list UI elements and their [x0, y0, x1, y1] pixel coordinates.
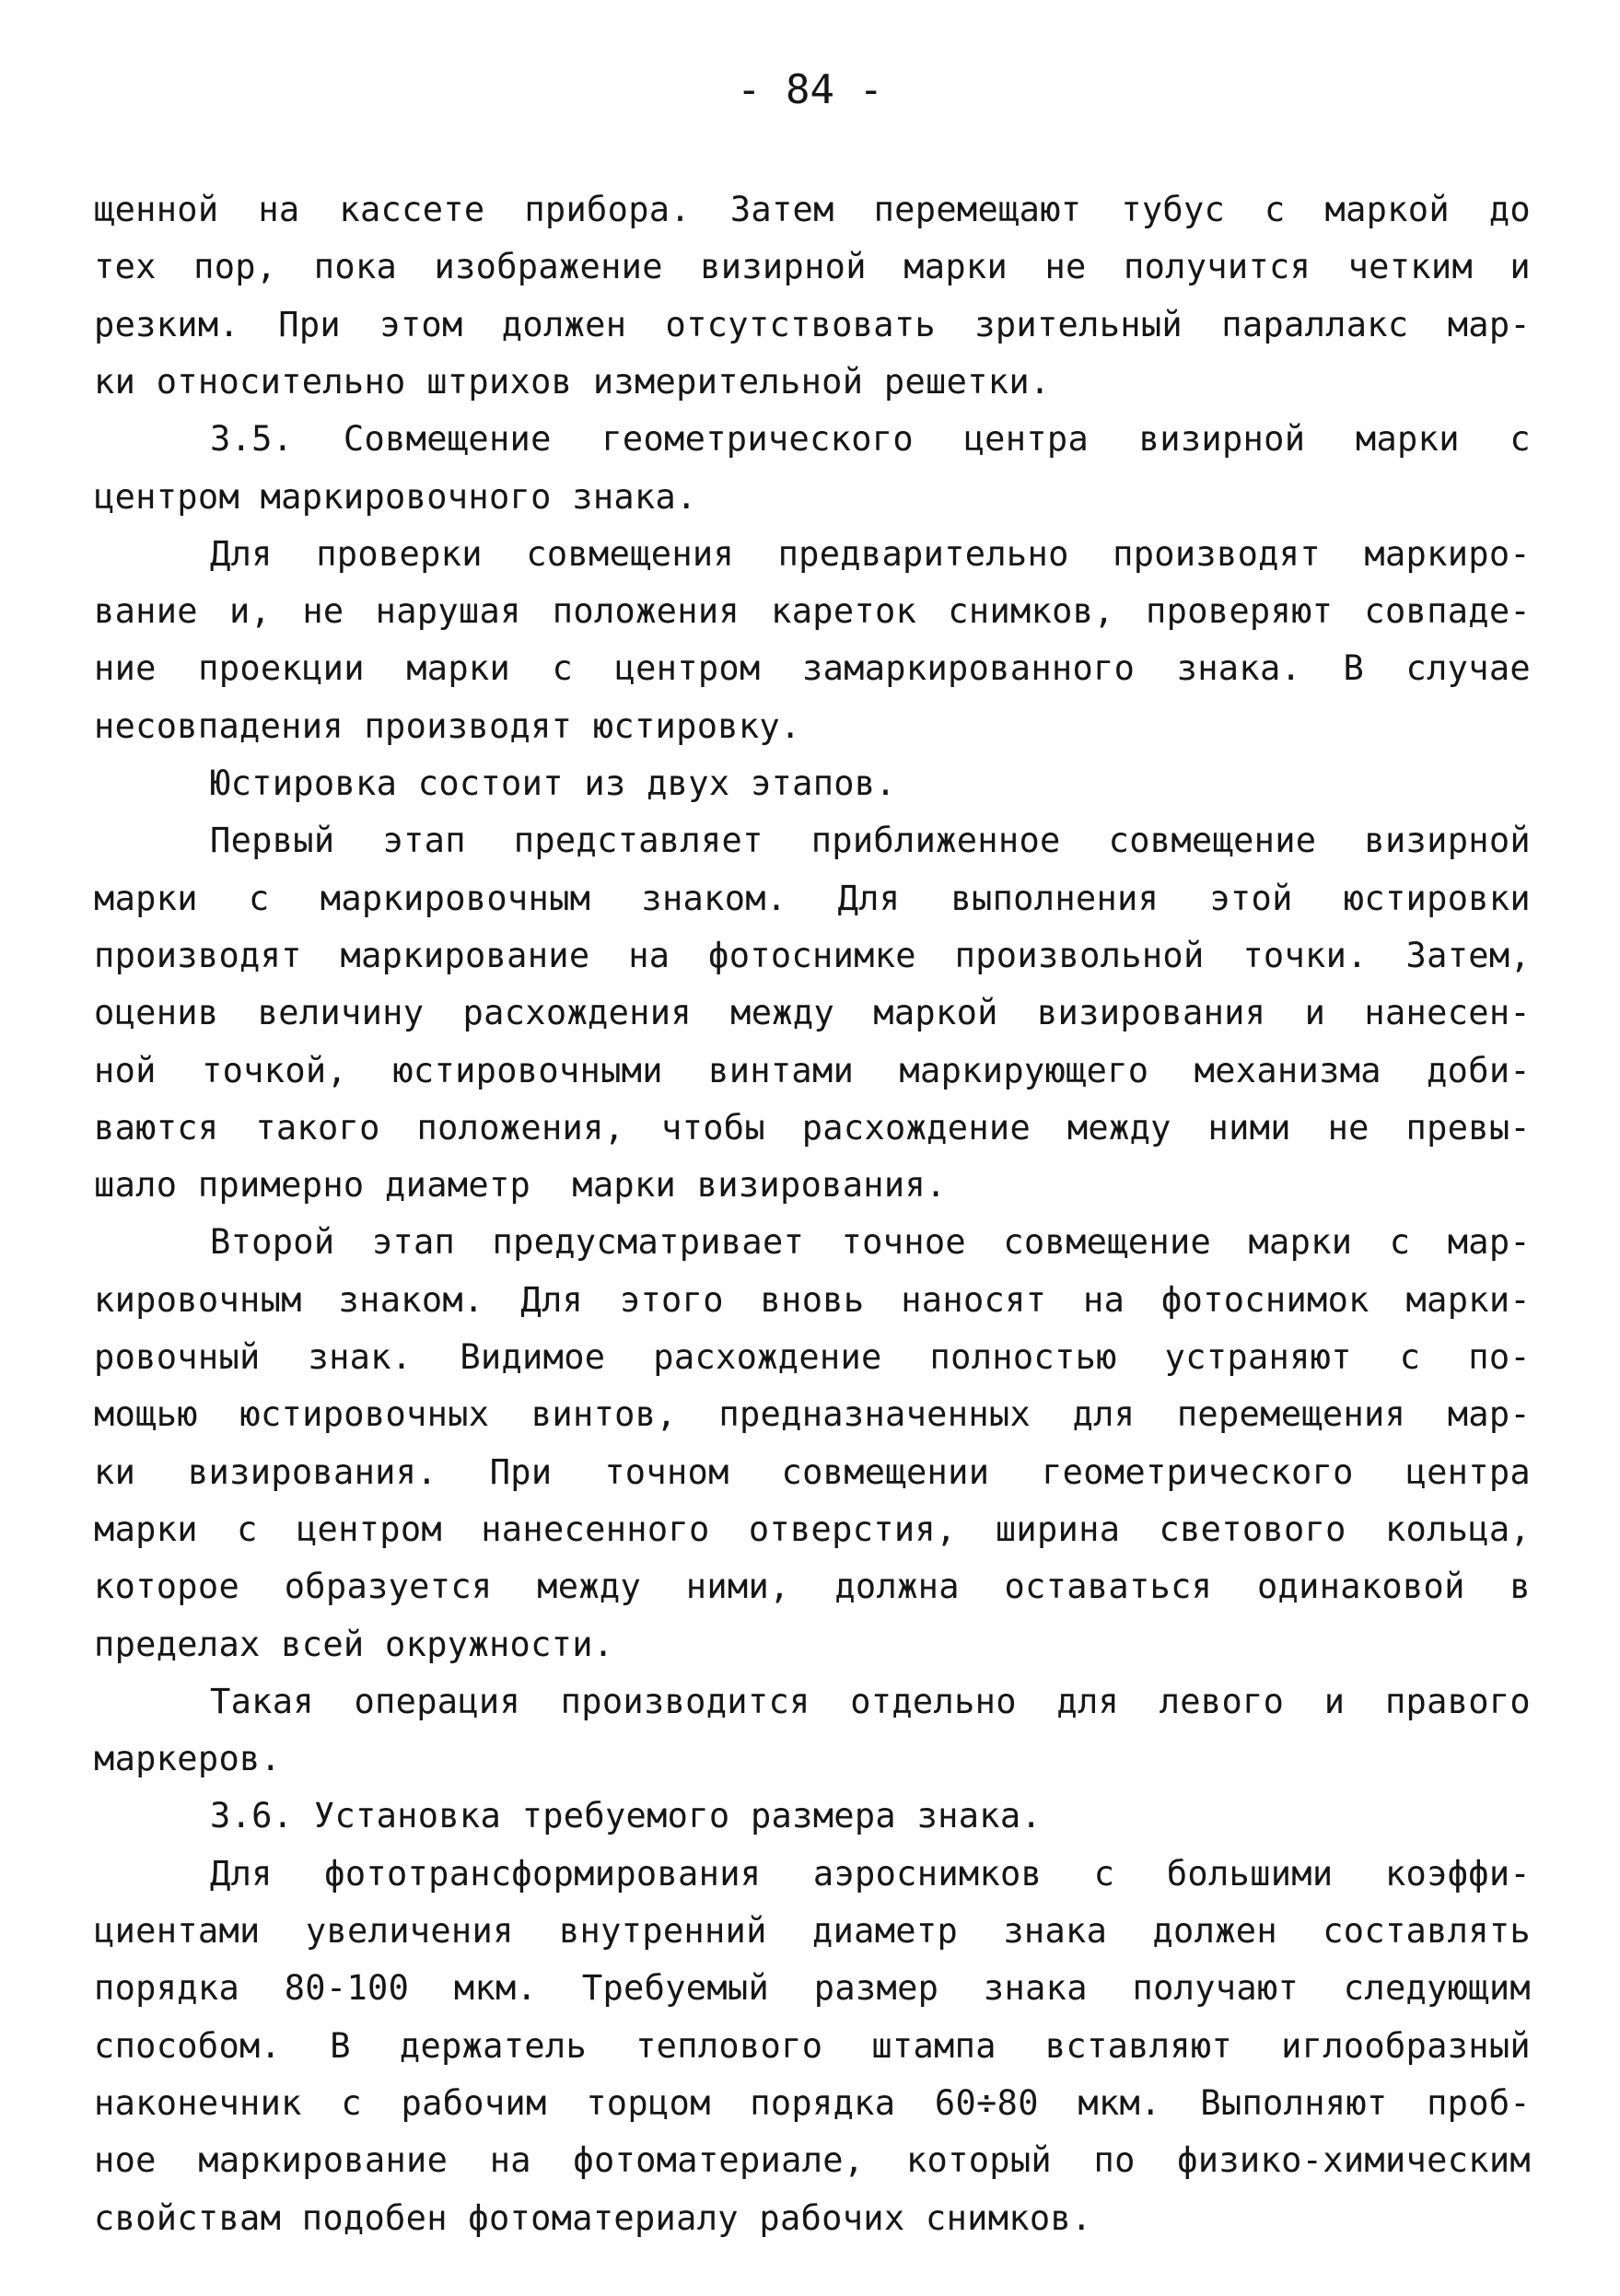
- text-line: ние проекции марки с центром замаркированного знака. В случае: [94, 648, 1531, 689]
- text-line: оценив величину расхождения между маркой визирования и нанесен-: [94, 993, 1531, 1033]
- text-line: пределах всей окружности.: [94, 1624, 614, 1664]
- text-line: Юстировка состоит из двух этапов.: [210, 763, 897, 803]
- text-line: ки визирования. При точном совмещении геометрического центра: [94, 1451, 1531, 1492]
- text-line: шало примерно диаметр марки визирования.: [94, 1165, 947, 1206]
- text-line: Первый этап представляет приближенное совмещение визирной: [210, 821, 1531, 861]
- text-line: Такая операция производится отдельно для левого и правого: [210, 1681, 1531, 1721]
- text-line: марки с маркировочным знаком. Для выполнения этой юстировки: [94, 878, 1531, 918]
- text-line: Для фототрансформирования аэроснимков с большими коэффи-: [210, 1853, 1531, 1894]
- text-line: Для проверки совмещения предварительно производят маркиро-: [210, 533, 1531, 574]
- text-line: ной точкой, юстировочными винтами маркирующего механизма доби-: [94, 1050, 1531, 1090]
- text-line: способом. В держатель теплового штампа вставляют иглообразный: [94, 2025, 1531, 2066]
- text-line: вание и, не нарушая положения кареток снимков, проверяют совпаде-: [94, 591, 1531, 632]
- text-line: центром маркировочного знака.: [94, 476, 697, 517]
- text-line: марки с центром нанесенного отверстия, ширина светового кольца,: [94, 1509, 1531, 1549]
- text-line: 3.5. Совмещение геометрического центра визирной марки с: [210, 419, 1531, 460]
- text-line: наконечник с рабочим торцом порядка 60÷80 мкм. Выполняют проб-: [94, 2082, 1531, 2123]
- text-line: несовпадения производят юстировку.: [94, 705, 801, 746]
- text-line: мощью юстировочных винтов, предназначенных для перемещения мар-: [94, 1394, 1531, 1435]
- text-line: ки относительно штрихов измерительной решетки.: [94, 361, 1051, 402]
- text-line: маркеров.: [94, 1739, 282, 1779]
- text-line: Второй этап предусматривает точное совмещение марки с мар-: [210, 1222, 1531, 1263]
- text-line: свойствам подобен фотоматериалу рабочих снимков.: [94, 2197, 1092, 2238]
- text-line: ваются такого положения, чтобы расхождение между ними не превы-: [94, 1107, 1531, 1148]
- text-line: ное маркирование на фотоматериале, который по физико-химическим: [94, 2140, 1531, 2181]
- text-line: 3.6. Установка требуемого размера знака.: [210, 1796, 1043, 1836]
- page-number: - 84 -: [737, 66, 883, 113]
- text-line: производят маркирование на фотоснимке произвольной точки. Затем,: [94, 935, 1531, 975]
- text-line: тех пор, пока изображение визирной марки не получится четким и: [94, 247, 1531, 287]
- text-line: щенной на кассете прибора. Затем перемещают тубус с маркой до: [94, 190, 1531, 229]
- text-line: ровочный знак. Видимое расхождение полностью устраняют с по-: [94, 1337, 1531, 1377]
- text-line: кировочным знаком. Для этого вновь наносят на фотоснимок марки-: [94, 1279, 1531, 1320]
- text-line: резким. При этом должен отсутствовать зрительный параллакс мар-: [94, 304, 1531, 344]
- text-line: которое образуется между ними, должна оставаться одинаковой в: [94, 1567, 1531, 1607]
- text-line: порядка 80-100 мкм. Требуемый размер знака получают следующим: [94, 1968, 1531, 2009]
- text-line: циентами увеличения внутренний диаметр знака должен составлять: [94, 1911, 1531, 1951]
